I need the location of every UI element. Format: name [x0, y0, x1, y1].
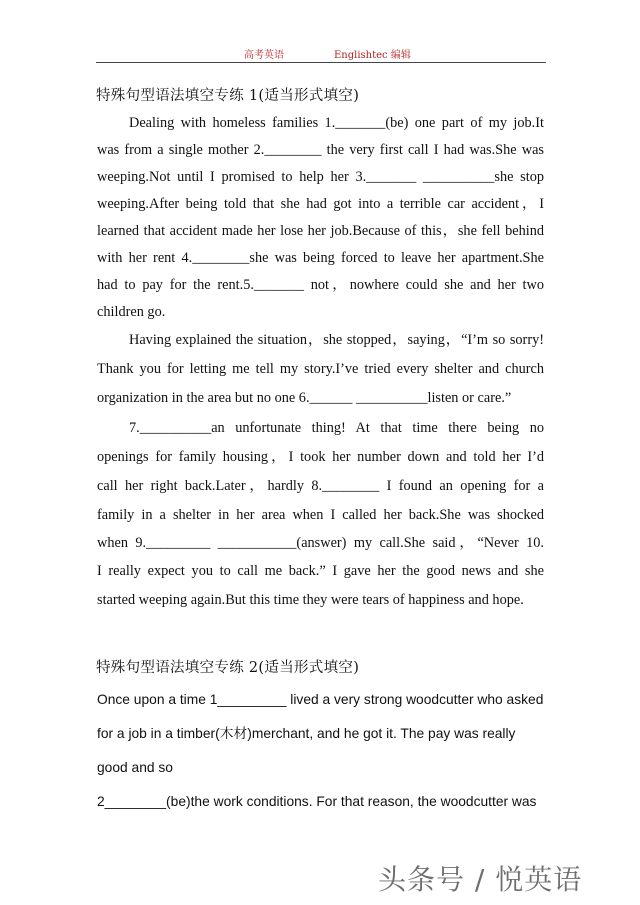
section1-line-3: weeping.Not until I promised to help her 3._______ __________she stop	[97, 169, 544, 185]
section1-line-1: Dealing with homeless families 1._______(be) one part of my job.It	[129, 115, 544, 131]
section1-line-7: had to pay for the rent.5._______ not，nowhere could she and her two	[97, 277, 544, 293]
section1-line-4: weeping.After being told that she had got into a terrible car accident，I	[97, 196, 544, 212]
section1-line-8: children go.	[97, 304, 166, 320]
section1-line-11: organization in the area but no one 6.______ __________listen or care.”	[97, 390, 512, 406]
section2-line-4: 2________(be)the work conditions. For that reason, the woodcutter was	[97, 794, 537, 809]
section1-line-18: started weeping again.But this time they were tears of happiness and hope.	[97, 592, 524, 608]
section1-line-17: I really expect you to call me back.” I gave her the good news and she	[97, 563, 544, 579]
section1-line-12: 7.__________an unfortunate thing! At that time there being no	[129, 420, 544, 436]
header-right-text: Englishtec 编辑	[334, 50, 411, 61]
page-header	[96, 46, 546, 63]
section1-line-14: call her right back.Later，hardly 8.________ I found an opening for a	[97, 478, 544, 494]
section1-line-13: openings for family housing，I took her number down and told her I’d	[97, 449, 544, 465]
section2-line-2: for a job in a timber(木材)merchant, and he got it. The pay was really	[97, 726, 516, 741]
section2-line-1: Once upon a time 1_________ lived a very strong woodcutter who asked	[97, 692, 544, 707]
section1-line-10: Thank you for letting me tell my story.I’ve tried every shelter and church	[97, 361, 544, 377]
section1-line-6: with her rent 4.________she was being forced to leave her apartment.She	[97, 250, 544, 266]
section1-line-9: Having explained the situation，she stopped，saying，“I’m so sorry!	[129, 332, 544, 348]
watermark-text: 头条号 / 悦英语	[378, 863, 583, 896]
section2-title: 特殊句型语法填空专练 2(适当形式填空)	[96, 660, 360, 676]
section1-line-16: when 9._________ ___________(answer) my call.She said，“Never 10.	[97, 535, 544, 551]
section1-line-15: family in a shelter in her area when I called her back.She was shocked	[97, 507, 544, 523]
section1-title: 特殊句型语法填空专练 1(适当形式填空)	[96, 88, 360, 104]
header-left-text: 高考英语	[244, 50, 284, 61]
section1-line-5: learned that accident made her lose her job.Because of this，she fell behind	[97, 223, 544, 239]
section2-line-3: good and so	[97, 760, 173, 775]
section1-line-2: was from a single mother 2.________ the very first call I had was.She was	[97, 142, 544, 158]
